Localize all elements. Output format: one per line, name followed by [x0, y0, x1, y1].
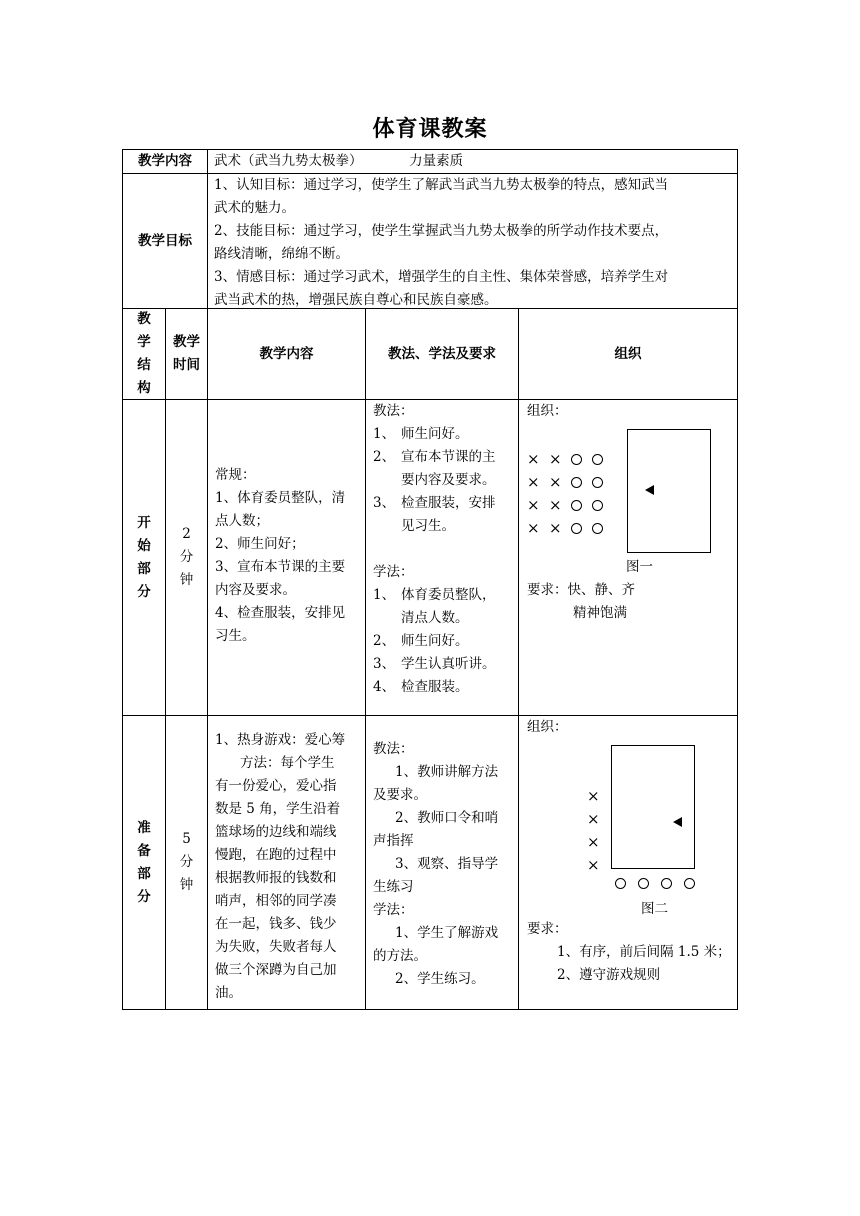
- goal-line: 武当武术的热，增强民族自尊心和民族自豪感。: [214, 292, 498, 308]
- method-col-header: 教法、学法及要求: [388, 345, 496, 362]
- teach-label: 教法：: [373, 403, 414, 419]
- content-topic-2: 力量素质: [409, 153, 464, 169]
- learn-item: 4、 检查服装。: [373, 679, 469, 695]
- prep-requirements: 1、有序，前后间隔 1.5 米； 2、遵守游戏规则: [557, 944, 731, 983]
- figure-caption-2: 图二: [641, 901, 668, 917]
- student-cross-mark: ×: [527, 450, 540, 468]
- student-cross-mark: ×: [587, 833, 600, 851]
- content-col-header: 教学内容: [259, 345, 314, 362]
- student-cross-mark: ×: [587, 856, 600, 874]
- student-circle-mark: [571, 523, 582, 534]
- formation-row: [527, 471, 617, 494]
- student-cross-mark: ×: [549, 496, 562, 514]
- structure-header: 教 学 结 构: [137, 311, 151, 396]
- student-circle-mark: [638, 878, 649, 889]
- learn-label: 学法：: [373, 902, 414, 918]
- teach-item: 1、 师生问好。: [373, 426, 469, 442]
- time-header: 教学 时间: [173, 334, 200, 373]
- start-org-label: 组织：: [527, 403, 568, 419]
- page-title: 体育课教案: [372, 117, 488, 142]
- prep-org-label: 组织：: [527, 719, 568, 735]
- teach-label: 教法：: [373, 741, 414, 757]
- teach-item: 3、 检查服装，安排 见习生。: [373, 495, 496, 534]
- student-cross-mark: ×: [549, 450, 562, 468]
- formation-row: [527, 494, 617, 517]
- section-prep-name: 准 备 部 分: [137, 819, 151, 905]
- learn-item: 3、 学生认真听讲。: [373, 656, 496, 672]
- section-start-method: [373, 400, 518, 699]
- section-start-name: 开 始 部 分: [137, 514, 151, 600]
- student-cross-mark: ×: [587, 810, 600, 828]
- student-circle-mark: [592, 477, 603, 488]
- teacher-triangle-icon: [645, 485, 654, 495]
- prep-requirements-label: 要求：: [527, 921, 568, 937]
- section-prep-content: 1、热身游戏：爱心筹 方法：每个学生 有一份爱心，爱心指 数是 5 角，学生沿着 篮球场的边线和端线 慢跑，在跑的过程中 根据教师报的钱数和 哨声，相邻的同学凑 在一起，钱多、钱少 为失败，失败者每人 做三个深蹲为自己加 油。: [215, 732, 346, 1001]
- goal-line: 2、技能目标：通过学习，使学生掌握武当九势太极拳的所学动作技术要点，: [214, 223, 669, 239]
- learn-item: 2、 师生问好。: [373, 633, 469, 649]
- student-cross-mark: ×: [549, 519, 562, 537]
- section-start-time: 2 分 钟: [179, 526, 194, 588]
- learn-label: 学法：: [373, 564, 414, 580]
- student-cross-mark: ×: [527, 496, 540, 514]
- section-start-content: 常规： 1、体育委员整队，清 点人数； 2、师生问好； 3、宣布本节课的主要 内容及要求。 4、检查服装，安排见 习生。: [215, 467, 346, 644]
- start-requirements-2: 精神饱满: [573, 605, 627, 621]
- content-value: [214, 150, 734, 173]
- goal-line: 1、认知目标：通过学习，使学生了解武当武当九势太极拳的特点，感知武当: [214, 177, 669, 193]
- learn-item: 1、 体育委员整队， 清点人数。: [373, 587, 496, 626]
- student-cross-mark: ×: [527, 473, 540, 491]
- student-cross-mark: ×: [527, 519, 540, 537]
- prep-circle-row: [615, 878, 695, 889]
- figure-caption-1: 图一: [626, 559, 653, 575]
- student-cross-mark: ×: [549, 473, 562, 491]
- section-prep-time: 5 分 钟: [179, 831, 194, 893]
- goal-line: 路线清晰，绵绵不断。: [214, 246, 349, 262]
- teacher-triangle-icon: [673, 817, 682, 827]
- start-formation: [527, 448, 617, 540]
- section-prep-method: 教法： 1、教师讲解方法 及要求。 2、教师口令和哨 声指挥 3、观察、指导学 生练习 学法： 1、学生了解游戏 的方法。 2、学生练习。: [373, 738, 518, 991]
- student-circle-mark: [571, 454, 582, 465]
- field-rectangle: [627, 429, 711, 553]
- formation-row: [527, 448, 617, 471]
- field-rectangle: [611, 745, 695, 869]
- student-circle-mark: [592, 523, 603, 534]
- student-circle-mark: [615, 878, 626, 889]
- content-header: 教学内容: [138, 153, 192, 169]
- start-requirements: 要求：快、静、齐: [527, 582, 635, 598]
- goals-text: [214, 174, 736, 312]
- student-circle-mark: [592, 454, 603, 465]
- goals-header: 教学目标: [138, 232, 192, 249]
- student-circle-mark: [571, 500, 582, 511]
- organization-col-header: 组织: [614, 345, 642, 362]
- prep-cross-column: [587, 786, 601, 878]
- student-circle-mark: [571, 477, 582, 488]
- formation-row: [527, 517, 617, 540]
- goal-line: 武术的魅力。: [214, 200, 295, 216]
- goal-line: 3、情感目标：通过学习武术，增强学生的自主性、集体荣誉感，培养学生对: [214, 269, 669, 285]
- teach-item: 2、 宣布本节课的主 要内容及要求。: [373, 449, 496, 488]
- student-circle-mark: [592, 500, 603, 511]
- student-circle-mark: [661, 878, 672, 889]
- student-cross-mark: ×: [587, 787, 600, 805]
- content-topic: 武术（武当九势太极拳）: [214, 153, 363, 169]
- student-circle-mark: [684, 878, 695, 889]
